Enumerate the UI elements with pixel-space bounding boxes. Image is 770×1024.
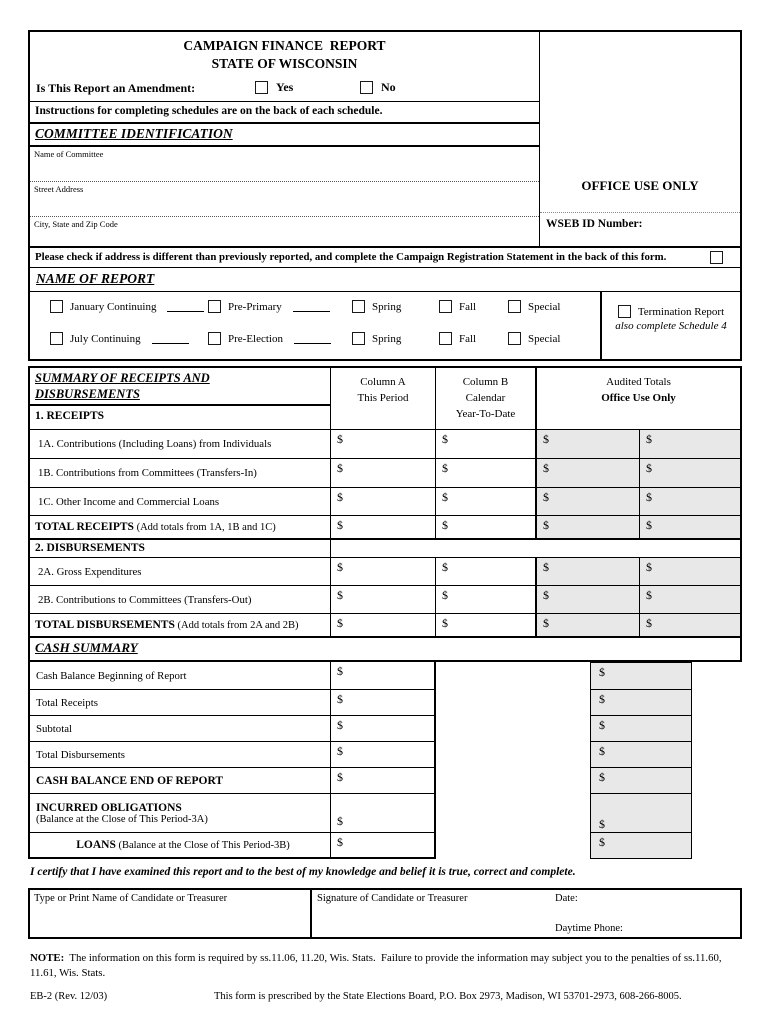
amendment-row (30, 76, 539, 102)
total-receipts-row (30, 516, 740, 540)
cash-row-end-balance (30, 768, 434, 794)
amount-2b-audited-2: $ (640, 586, 740, 613)
termination-report-checkbox[interactable] (618, 305, 631, 318)
city-state-zip-field[interactable] (30, 217, 539, 246)
cash-end-balance-amount[interactable]: $ (337, 770, 343, 784)
amount-1b-col-a[interactable]: $ (331, 459, 436, 487)
cash-total-receipts-amount[interactable]: $ (337, 692, 343, 706)
amount-2b-col-b[interactable]: $ (436, 586, 537, 613)
cash-summary-audited-column (590, 662, 692, 859)
amount-1a-audited-2: $ (640, 430, 740, 458)
committee-name-field[interactable] (30, 147, 539, 182)
row-1a-label: 1A. Contributions (Including Loans) from Individuals (30, 430, 331, 458)
amount-2a-col-b[interactable]: $ (436, 558, 537, 585)
address-different-row (28, 248, 742, 268)
cash-total-receipts-label: Total Receipts (30, 690, 331, 715)
amount-1c-audited-1: $ (537, 488, 640, 515)
total-receipts-label: TOTAL RECEIPTS (Add totals from 1A, 1B and 1C) (30, 516, 331, 538)
amount-1c-col-b[interactable]: $ (436, 488, 537, 515)
option-fall-2: Fall (439, 332, 476, 345)
cash-summary-header-row (30, 638, 740, 660)
summary-header-row (30, 368, 740, 430)
certification-statement: I certify that I have examined this report and to the best of my knowledge and belief it is true, correct and complete. (30, 866, 576, 878)
summary-table (28, 366, 742, 662)
amendment-yes-option (255, 80, 293, 95)
candidate-name-label: Type or Print Name of Candidate or Treasurer (34, 893, 228, 904)
amount-2a-audited-2: $ (640, 558, 740, 585)
total-disbursements-audited-2: $ (640, 614, 740, 636)
audited-cash-loans: $ (591, 833, 691, 858)
january-continuing-blank[interactable] (167, 301, 204, 312)
amount-2b-audited-1: $ (537, 586, 640, 613)
amendment-question-label: Is This Report an Amendment: (36, 81, 196, 95)
termination-report-cell (600, 292, 740, 359)
amount-1b-col-b[interactable]: $ (436, 459, 537, 487)
audited-cash-total-disbursements: $ (591, 742, 691, 768)
committee-identification-header: COMMITTEE IDENTIFICATION (30, 124, 539, 147)
name-of-report-header: NAME OF REPORT (28, 268, 742, 292)
street-address-field[interactable] (30, 182, 539, 217)
amendment-yes-label: Yes (276, 80, 294, 94)
cash-end-balance-label: CASH BALANCE END OF REPORT (30, 768, 331, 793)
top-left-column (30, 32, 540, 246)
instructions-note: Instructions for completing schedules are on the back of each schedule. (30, 102, 539, 124)
row-2a-label: 2A. Gross Expenditures (30, 558, 331, 585)
summary-title: SUMMARY OF RECEIPTS AND DISBURSEMENTS (30, 368, 330, 406)
special-1-checkbox[interactable] (508, 300, 521, 313)
total-disbursements-col-b[interactable]: $ (436, 614, 537, 636)
cash-row-total-receipts (30, 690, 434, 716)
row-2a (30, 558, 740, 586)
total-disbursements-col-a[interactable]: $ (331, 614, 436, 636)
amount-1b-audited-2: $ (640, 459, 740, 487)
prescribed-by-text: This form is prescribed by the State Elections Board, P.O. Box 2973, Madison, WI 53701-2973, 608-266-8005. (214, 991, 682, 1002)
disbursements-section-row (30, 540, 740, 558)
audited-cash-incurred: $ (591, 794, 691, 833)
cash-loans-amount[interactable]: $ (337, 835, 343, 849)
city-state-zip-label: City, State and Zip Code (34, 219, 118, 229)
form-title (30, 32, 539, 76)
cash-beginning-amount[interactable]: $ (337, 664, 343, 678)
cash-incurred-label: INCURRED OBLIGATIONS (Balance at the Close of This Period-3A) (30, 794, 331, 832)
summary-header-label-cell (30, 368, 331, 429)
street-address-label: Street Address (34, 184, 84, 194)
audited-cash-beginning: $ (591, 663, 691, 690)
january-continuing-checkbox[interactable] (50, 300, 63, 313)
spring-1-checkbox[interactable] (352, 300, 365, 313)
option-fall-1: Fall (439, 300, 476, 313)
amount-1a-audited-1: $ (537, 430, 640, 458)
amendment-no-option (360, 80, 396, 95)
amount-2b-col-a[interactable]: $ (331, 586, 436, 613)
cash-row-subtotal (30, 716, 434, 742)
amendment-no-label: No (381, 80, 396, 94)
option-pre-primary: Pre-Primary (208, 300, 330, 313)
termination-report-note: also complete Schedule 4 (615, 320, 727, 332)
total-receipts-audited-2: $ (640, 516, 740, 538)
audited-cash-subtotal: $ (591, 716, 691, 742)
audited-cash-total-receipts: $ (591, 690, 691, 716)
cash-loans-label: LOANS (Balance at the Close of This Period-3B) (30, 833, 331, 857)
option-special-1: Special (508, 300, 560, 313)
signature-label: Signature of Candidate or Treasurer (317, 893, 468, 904)
audited-cash-end-balance: $ (591, 768, 691, 794)
special-2-checkbox[interactable] (508, 332, 521, 345)
daytime-phone-label: Daytime Phone: (555, 923, 623, 934)
fall-1-checkbox[interactable] (439, 300, 452, 313)
fall-2-checkbox[interactable] (439, 332, 452, 345)
cash-summary-table (28, 662, 436, 859)
cash-total-disbursements-label: Total Disbursements (30, 742, 331, 767)
amount-1a-col-b[interactable]: $ (436, 430, 537, 458)
amendment-yes-checkbox[interactable] (255, 81, 268, 94)
row-1b-label: 1B. Contributions from Committees (Transfers-In) (30, 459, 331, 487)
total-disbursements-row (30, 614, 740, 638)
option-january-continuing: January Continuing (50, 300, 204, 313)
total-disbursements-audited-1: $ (537, 614, 640, 636)
amount-1b-audited-1: $ (537, 459, 640, 487)
cash-subtotal-amount[interactable]: $ (337, 718, 343, 732)
form-code: EB-2 (Rev. 12/03) (30, 991, 108, 1002)
july-continuing-checkbox[interactable] (50, 332, 63, 345)
cash-summary-header: CASH SUMMARY (35, 640, 138, 655)
pre-election-checkbox[interactable] (208, 332, 221, 345)
address-different-text: Please check if address is different than previously reported, and complete the Campaign Registration Statement in the back of this form. (35, 251, 667, 263)
row-1a (30, 430, 740, 459)
amendment-no-checkbox[interactable] (360, 81, 373, 94)
form-title-line1: CAMPAIGN FINANCE REPORT (183, 38, 386, 53)
total-receipts-col-b[interactable]: $ (436, 516, 537, 538)
total-disbursements-label: TOTAL DISBURSEMENTS (Add totals from 2A and 2B) (30, 614, 331, 636)
termination-report-label: Termination Report (637, 305, 725, 318)
candidate-name-field[interactable] (30, 890, 312, 937)
cash-total-disbursements-amount[interactable]: $ (337, 744, 343, 758)
amount-2a-col-a[interactable]: $ (331, 558, 436, 585)
option-spring-1: Spring (352, 300, 401, 313)
cash-row-loans (30, 833, 434, 857)
form-title-line2: STATE OF WISCONSIN (211, 56, 358, 72)
row-2b-label: 2B. Contributions to Committees (Transfers-Out) (30, 586, 331, 613)
signature-table (28, 888, 742, 939)
row-1c-label: 1C. Other Income and Commercial Loans (30, 488, 331, 515)
wseb-id-field (540, 213, 740, 246)
cash-incurred-amount[interactable]: $ (337, 814, 343, 828)
total-receipts-col-a[interactable]: $ (331, 516, 436, 538)
signature-field[interactable] (312, 890, 740, 937)
row-2b (30, 586, 740, 614)
wseb-id-label: WSEB ID Number: (546, 218, 643, 230)
amount-1c-col-a[interactable]: $ (331, 488, 436, 515)
committee-name-label: Name of Committee (34, 149, 104, 159)
cash-row-incurred (30, 794, 434, 833)
pre-primary-blank[interactable] (293, 301, 330, 312)
option-special-2: Special (508, 332, 560, 345)
pre-primary-checkbox[interactable] (208, 300, 221, 313)
row-1b (30, 459, 740, 488)
spring-2-checkbox[interactable] (352, 332, 365, 345)
cash-row-total-disbursements (30, 742, 434, 768)
amount-1a-col-a[interactable]: $ (331, 430, 436, 458)
column-a-header: Column A This Period (331, 368, 436, 429)
office-use-column (540, 32, 740, 246)
cash-row-beginning (30, 662, 434, 690)
pre-election-blank[interactable] (294, 333, 331, 344)
date-label: Date: (555, 893, 578, 904)
name-of-report-options (28, 292, 742, 361)
option-spring-2: Spring (352, 332, 401, 345)
amount-1c-audited-2: $ (640, 488, 740, 515)
row-1c (30, 488, 740, 516)
audited-totals-header: Audited Totals Office Use Only (601, 376, 676, 404)
receipts-section-label: 1. RECEIPTS (35, 410, 105, 422)
option-july-continuing: July Continuing (50, 332, 189, 345)
cash-beginning-label: Cash Balance Beginning of Report (30, 662, 331, 689)
column-b-header: Column B Calendar Year-To-Date (436, 368, 537, 429)
office-use-only-label: OFFICE USE ONLY (540, 32, 740, 213)
address-different-checkbox[interactable] (710, 251, 723, 264)
total-receipts-audited-1: $ (537, 516, 640, 538)
cash-subtotal-label: Subtotal (30, 716, 331, 741)
disbursements-section-label: 2. DISBURSEMENTS (30, 540, 331, 557)
amount-2a-audited-1: $ (537, 558, 640, 585)
committee-identification-section (28, 30, 742, 248)
july-continuing-blank[interactable] (152, 333, 189, 344)
option-pre-election: Pre-Election (208, 332, 331, 345)
statute-note: NOTE: The information on this form is required by ss.11.06, 11.20, Wis. Stats. Failure to provide the information may subject you to the penalties of ss.11.60, 11.61, Wis. Stats. (30, 952, 725, 979)
